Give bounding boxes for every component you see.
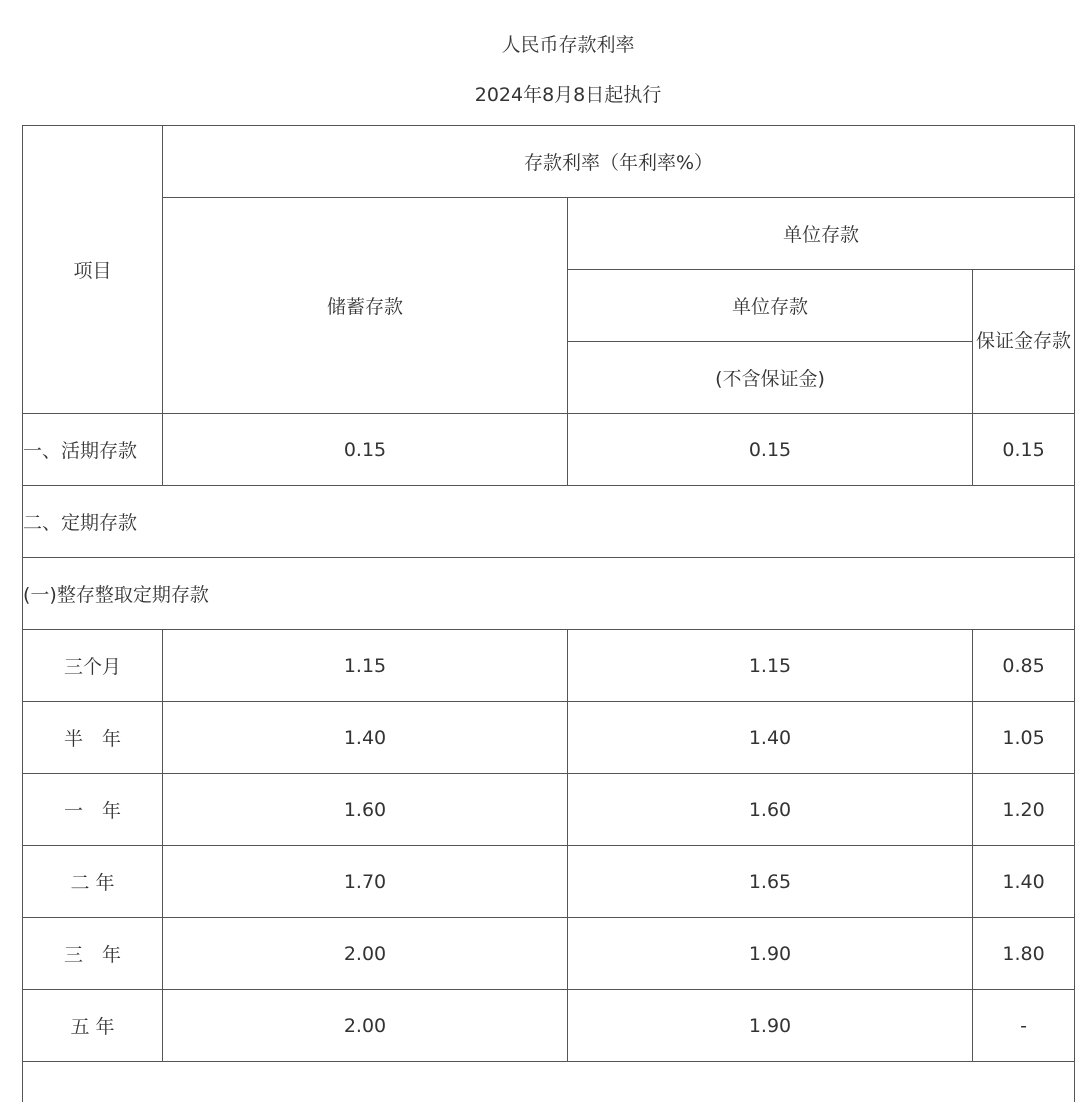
row-label: 五 年 (23, 990, 163, 1062)
table-row (23, 630, 1075, 702)
deposit-rate-table (22, 125, 1075, 1102)
unit-rate: 1.90 (568, 918, 973, 990)
header-unit-sub-line1: 单位存款 (568, 270, 973, 342)
unit-rate: 1.15 (568, 630, 973, 702)
header-unit-group: 单位存款 (568, 198, 1075, 270)
savings-rate: 0.15 (163, 414, 568, 486)
savings-rate: 2.00 (163, 990, 568, 1062)
row-label: 三个月 (23, 630, 163, 702)
header-unit-sub-line2: (不含保证金) (568, 342, 973, 414)
margin-rate: 1.05 (973, 702, 1075, 774)
row-label: 一 年 (23, 774, 163, 846)
table-row (23, 702, 1075, 774)
unit-rate: 1.65 (568, 846, 973, 918)
savings-rate: 1.40 (163, 702, 568, 774)
table-row (23, 414, 1075, 486)
savings-rate: 1.60 (163, 774, 568, 846)
savings-rate: 1.70 (163, 846, 568, 918)
row-label: 半 年 (23, 702, 163, 774)
row-label: 一、活期存款 (23, 414, 163, 486)
page-title: 人民币存款利率 (0, 30, 1080, 57)
savings-rate: 2.00 (163, 918, 568, 990)
margin-rate: - (973, 990, 1075, 1062)
unit-rate: 1.60 (568, 774, 973, 846)
effective-date: 2024年8月8日起执行 (0, 80, 1080, 107)
margin-rate: 1.40 (973, 846, 1075, 918)
row-label: 三 年 (23, 918, 163, 990)
header-deposit-margin: 保证金存款 (973, 270, 1075, 414)
margin-rate: 1.20 (973, 774, 1075, 846)
unit-rate: 1.40 (568, 702, 973, 774)
table-row (23, 774, 1075, 846)
section-lump-sum: (一)整存整取定期存款 (23, 558, 1075, 630)
header-rate-group: 存款利率（年利率%） (163, 126, 1075, 198)
unit-rate: 1.90 (568, 990, 973, 1062)
margin-rate: 0.85 (973, 630, 1075, 702)
savings-rate: 1.15 (163, 630, 568, 702)
continued-row (23, 1062, 1075, 1102)
section-row (23, 558, 1075, 630)
margin-rate: 1.80 (973, 918, 1075, 990)
header-item: 项目 (23, 126, 163, 414)
table-row (23, 918, 1075, 990)
section-row (23, 486, 1075, 558)
unit-rate: 0.15 (568, 414, 973, 486)
margin-rate: 0.15 (973, 414, 1075, 486)
header-savings: 储蓄存款 (163, 198, 568, 414)
table-row-continued (23, 1062, 1075, 1102)
table-row (23, 990, 1075, 1062)
table-row (23, 846, 1075, 918)
row-label: 二 年 (23, 846, 163, 918)
section-fixed: 二、定期存款 (23, 486, 1075, 558)
